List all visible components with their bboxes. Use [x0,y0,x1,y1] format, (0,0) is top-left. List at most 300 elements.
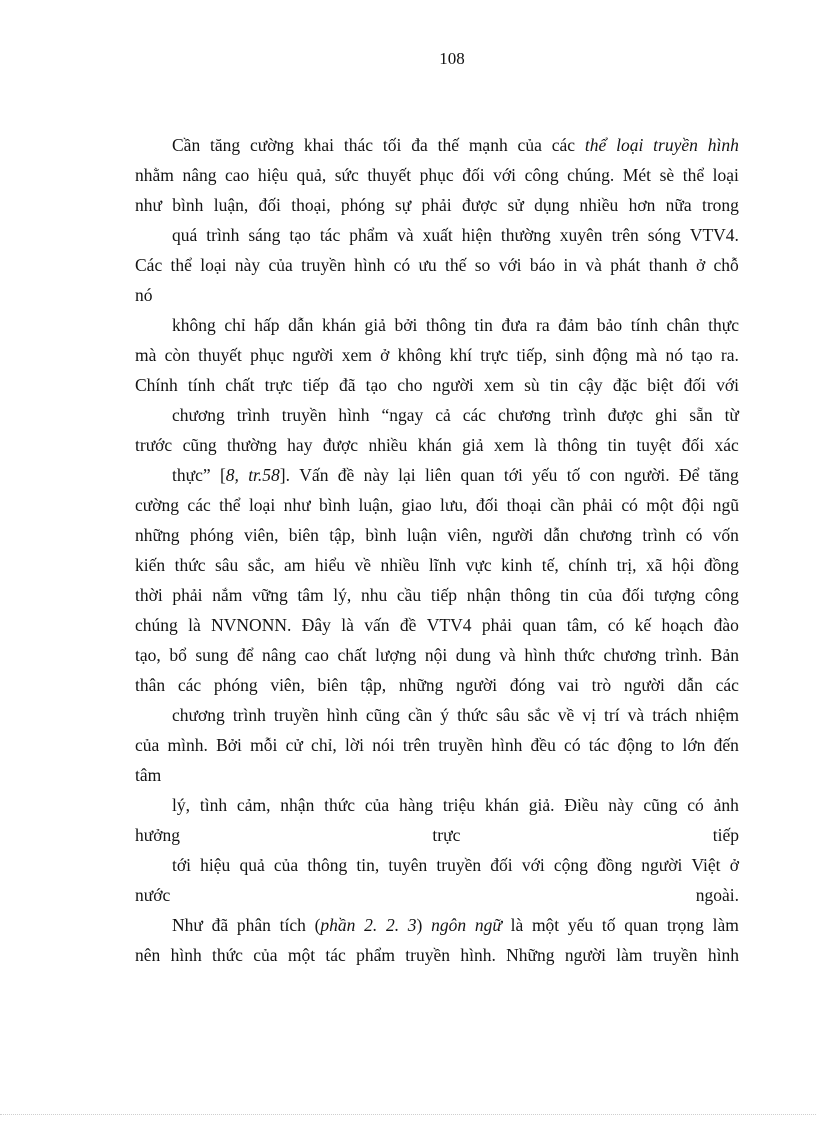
text-word [436,850,481,880]
text-word [567,460,581,490]
text-word [386,910,399,940]
text-fragment: kinh [501,555,533,575]
text-fragment: sinh [555,345,585,365]
text-word [690,220,739,250]
text-fragment: trình. [664,645,703,665]
text-fragment: chương [172,405,225,425]
text-fragment: bình [365,525,397,545]
text-word [397,580,421,610]
text-fragment: là [188,615,201,635]
text-fragment: lại [398,465,416,485]
text-fragment: hình [707,945,739,965]
text-fragment: tới [503,465,523,485]
text-fragment: thức [564,645,595,665]
text-word [435,400,451,430]
text-fragment: đều [530,735,556,755]
text-word [525,160,559,190]
text-fragment: tuyệt [636,435,672,455]
text-fragment: tố [601,915,616,935]
text-word [689,400,712,430]
text-word [365,790,389,820]
text-word [282,400,327,430]
text-word [244,520,279,550]
text-word [501,550,532,580]
text-word [315,550,345,580]
text-word [356,940,395,970]
text-word [508,190,524,220]
text-fragment: lý, [333,585,352,605]
text-fragment: đặc [612,375,638,395]
text-word [613,370,637,400]
text-fragment: cường [250,135,295,155]
text-fragment: trên [402,735,431,755]
text-fragment: phục [250,345,285,365]
text-word [522,850,545,880]
text-word [648,220,681,250]
text-word [367,160,411,190]
text-fragment: một [531,915,560,935]
text-fragment: thể [682,165,705,185]
text-line [135,940,739,970]
text-word [608,430,626,460]
text-fragment: hàng [399,795,434,815]
text-fragment: ý [440,705,450,725]
text-word [610,250,640,280]
text-word [401,490,431,520]
text-fragment: cử [285,735,303,755]
text-fragment: lưu, [440,495,468,515]
text-fragment: phải [172,585,203,605]
text-word [463,400,486,430]
text-fragment: là [534,435,547,455]
text-word [714,790,739,820]
text-word [172,910,203,940]
text-word [622,580,644,610]
text-fragment: thuyết [198,345,242,365]
text-word [602,910,616,940]
text-fragment: loại [712,165,739,185]
text-word [227,430,277,460]
text-fragment: tác [588,735,610,755]
text-word [265,370,293,400]
text-word [617,550,637,580]
text-line [135,550,739,580]
text-fragment: luận, [213,195,249,215]
text-fragment: tiếp [302,375,329,395]
text-word [558,700,575,730]
text-word [467,580,501,610]
text-fragment: của [517,135,542,155]
text-line [135,400,739,430]
text-word [647,370,673,400]
text-word [501,220,551,250]
text-word [425,460,451,490]
text-word [687,790,704,820]
text-fragment: giả [364,315,386,335]
text-fragment: mạnh [468,135,508,155]
text-fragment: đối [622,585,645,605]
text-word [135,160,174,190]
text-word [288,310,313,340]
text-fragment: trong [701,195,739,215]
text-fragment: mà [135,345,157,365]
text-word [730,850,739,880]
text-word [534,190,569,220]
text-fragment: nắm [212,585,243,605]
text-word [704,550,739,580]
text-word [172,790,190,820]
text-word [368,430,407,460]
text-fragment: tuyên [388,855,428,875]
text-word [493,160,516,190]
text-fragment: trên [611,225,639,245]
text-fragment: Để [678,465,700,485]
text-line [135,370,739,400]
text-fragment: không [397,345,442,365]
text-fragment: tin [607,435,627,455]
text-fragment: những [135,525,180,545]
text-fragment: người [641,855,683,875]
text-word [187,490,210,520]
text-fragment: tế, [541,555,559,575]
text-word [302,610,331,640]
text-word [225,370,254,400]
text-fragment: nói [372,735,395,755]
text-fragment: người [564,945,606,965]
text-word [338,400,369,430]
text-word [284,550,305,580]
text-fragment: chương [579,525,633,545]
text-fragment: cao [225,165,250,185]
text-word [169,640,187,670]
text-word [476,490,498,520]
text-word [616,130,643,160]
text-fragment: các [551,135,575,155]
text-fragment: nhiều [380,555,420,575]
text-word [579,190,618,220]
text-word [672,550,694,580]
text-word [319,490,350,520]
text-word [303,370,329,400]
text-word [485,790,519,820]
text-word [563,400,596,430]
text-fragment: với [493,165,517,185]
text-fragment: chương [498,405,551,425]
text-word [216,730,242,760]
text-word [567,160,614,190]
text-word [341,190,385,220]
text-fragment: lượng [375,645,417,665]
text-fragment: là [510,915,524,935]
text-word [589,730,609,760]
text-fragment: hội [672,555,695,575]
text-fragment: ở [380,345,390,365]
text-fragment: nữa [665,195,692,215]
page-bottom-border [0,1114,816,1115]
text-word [564,790,598,820]
text-fragment: con [589,465,615,485]
text-word [711,640,739,670]
text-word [592,670,611,700]
text-fragment: vấn [364,615,390,635]
text-word [475,250,491,280]
text-word [335,160,359,190]
text-fragment: tình [199,795,228,815]
text-fragment: Đây [301,615,331,635]
text-word [635,610,652,640]
text-word [233,700,266,730]
text-word [344,130,373,160]
text-fragment: công [704,585,739,605]
text-word [492,520,533,550]
text-word [461,460,495,490]
text-fragment: cho [397,375,423,395]
text-fragment: cả [435,405,451,425]
text-word [552,130,575,160]
text-fragment: của [364,795,390,815]
text-line [135,190,739,220]
text-fragment: có [607,615,625,635]
text-word: tiếp [712,825,739,845]
text-word [585,250,602,280]
text-fragment: sáng [248,225,281,245]
text-word [646,490,673,520]
text-fragment: tính [630,315,658,335]
text-fragment: đối [258,195,281,215]
text-fragment: hình. [460,945,496,965]
text-word [431,910,466,940]
text-fragment: tác [325,945,346,965]
text-word [355,550,372,580]
text-word [474,310,492,340]
text-fragment: và [397,225,414,245]
text-word [323,430,358,460]
text-fragment: người [432,375,474,395]
text-fragment: nâng [182,165,217,185]
text-word [408,910,423,940]
text-word [716,370,739,400]
text-fragment: và [585,255,602,275]
text-fragment: yếu [567,915,594,935]
text-fragment: phóng [189,525,234,545]
text-line [135,910,739,940]
text-word [593,340,628,370]
text-fragment: công [524,165,559,185]
text-fragment: một [287,945,316,965]
text-word [320,220,340,250]
text-word [511,910,524,940]
text-fragment: người [292,345,334,365]
text-fragment: phẩm [356,945,395,965]
text-fragment: nhiều [579,195,619,215]
text-fragment: vai [557,675,579,695]
text-fragment: chất [225,375,255,395]
text-word [499,640,516,670]
text-fragment: được [322,435,359,455]
text-fragment: trình [236,405,270,425]
text-fragment: trình [562,405,596,425]
text-fragment: và [499,645,516,665]
text-fragment: hiệu [257,165,288,185]
text-fragment: tiếp, [516,345,548,365]
text-word [623,160,651,190]
text-fragment: báo [529,255,556,275]
text-word [431,580,457,610]
text-word: hưởng [135,825,180,845]
text-fragment: truyền [405,945,451,965]
text-word [554,850,588,880]
text-line [135,880,739,910]
text-fragment: cũng [182,435,217,455]
text-word [518,130,542,160]
text-fragment: Mét [622,165,652,185]
text-fragment: đối [462,165,485,185]
text-fragment: bổ [169,645,187,665]
text-fragment: người [623,675,665,695]
text-word [259,190,281,220]
text-fragment: đề [337,465,355,485]
text-word [372,730,394,760]
text-fragment: thể [170,255,192,275]
text-word [550,370,568,400]
text-fragment: khán [417,435,452,455]
text-word [466,550,492,580]
text-fragment: quan [522,615,557,635]
text-word [715,430,739,460]
text-line [135,700,739,730]
text-word [135,250,162,280]
text-line [135,580,739,610]
text-fragment: để [236,645,254,665]
text-fragment: hình [491,735,523,755]
text-fragment: vốn [712,525,739,545]
text-word [135,550,165,580]
text-fragment: của [135,735,160,755]
italic-text: ngữ [474,915,502,935]
text-fragment: Như [172,915,203,935]
text-fragment: có [564,735,581,755]
text-fragment: thức [212,945,243,965]
text-fragment: không [172,315,216,335]
text-word [682,490,704,520]
text-fragment: [ [219,465,226,485]
text-word [361,580,387,610]
text-word [567,610,598,640]
text-fragment: với [498,255,522,275]
text-word [248,550,275,580]
text-word [237,910,271,940]
text-word [354,250,385,280]
text-fragment: đến [713,735,739,755]
text-word [268,250,292,280]
text-word [366,700,400,730]
text-fragment: so [474,255,491,275]
text-fragment: thường [226,435,277,455]
text-fragment: cần [550,495,575,515]
text-word [399,790,433,820]
text-fragment: ra [536,315,550,335]
text-fragment: tính [187,375,216,395]
text-fragment: nhiều [368,435,408,455]
text-word [172,580,202,610]
text-word [200,850,230,880]
text-word [297,160,327,190]
text-word [480,340,508,370]
text-fragment: tạo, [135,645,161,665]
text-word [649,250,688,280]
text-fragment: triệu [442,795,475,815]
text-fragment: giả [462,435,484,455]
text-word [289,520,319,550]
text-word [529,790,555,820]
text-word [691,850,720,880]
text-fragment: phóng [340,195,385,215]
text-word [135,580,163,610]
text-fragment: lời [345,735,365,755]
text-word [636,340,657,370]
text-fragment: thức [324,795,356,815]
text-fragment: thân [135,675,166,695]
text-word [307,850,347,880]
text-word [411,130,428,160]
text-word [324,790,355,820]
text-word [714,730,739,760]
text-word [590,460,615,490]
text-word [304,130,334,160]
italic-text: loại [616,135,644,155]
text-word [341,610,354,640]
text-fragment: của [253,945,278,965]
text-line [135,220,739,250]
text-word [666,190,692,220]
text-fragment: loại [200,255,227,275]
text-word [667,910,704,940]
text-fragment: biên [288,525,319,545]
text-fragment: ( [314,915,321,935]
text-word [258,160,288,190]
text-word [624,910,658,940]
text-word [237,790,271,820]
text-word [560,580,578,610]
text-fragment: đối [683,375,706,395]
text-fragment: hình [338,405,370,425]
text-word [135,730,159,760]
text-fragment: phải [481,615,512,635]
text-line [135,430,739,460]
text-word [249,490,275,520]
text-fragment: nhận [466,585,501,605]
text-fragment: hình [354,255,386,275]
text-word [708,940,739,970]
text-word [653,940,698,970]
text-word [708,130,739,160]
italic-text: 8, [225,465,239,485]
text-word [172,400,225,430]
text-word [629,190,656,220]
text-fragment: kiến [135,555,166,575]
text-fragment: thực” [172,465,211,485]
text-word [325,940,345,970]
text-word [499,250,522,280]
text-fragment: tin [549,375,569,395]
text-word [403,730,430,760]
text-fragment: trực [480,345,509,365]
text-word [682,430,704,460]
text-word [557,430,597,460]
text-fragment: xã [646,555,663,575]
text-word [510,670,545,700]
text-word [582,700,596,730]
